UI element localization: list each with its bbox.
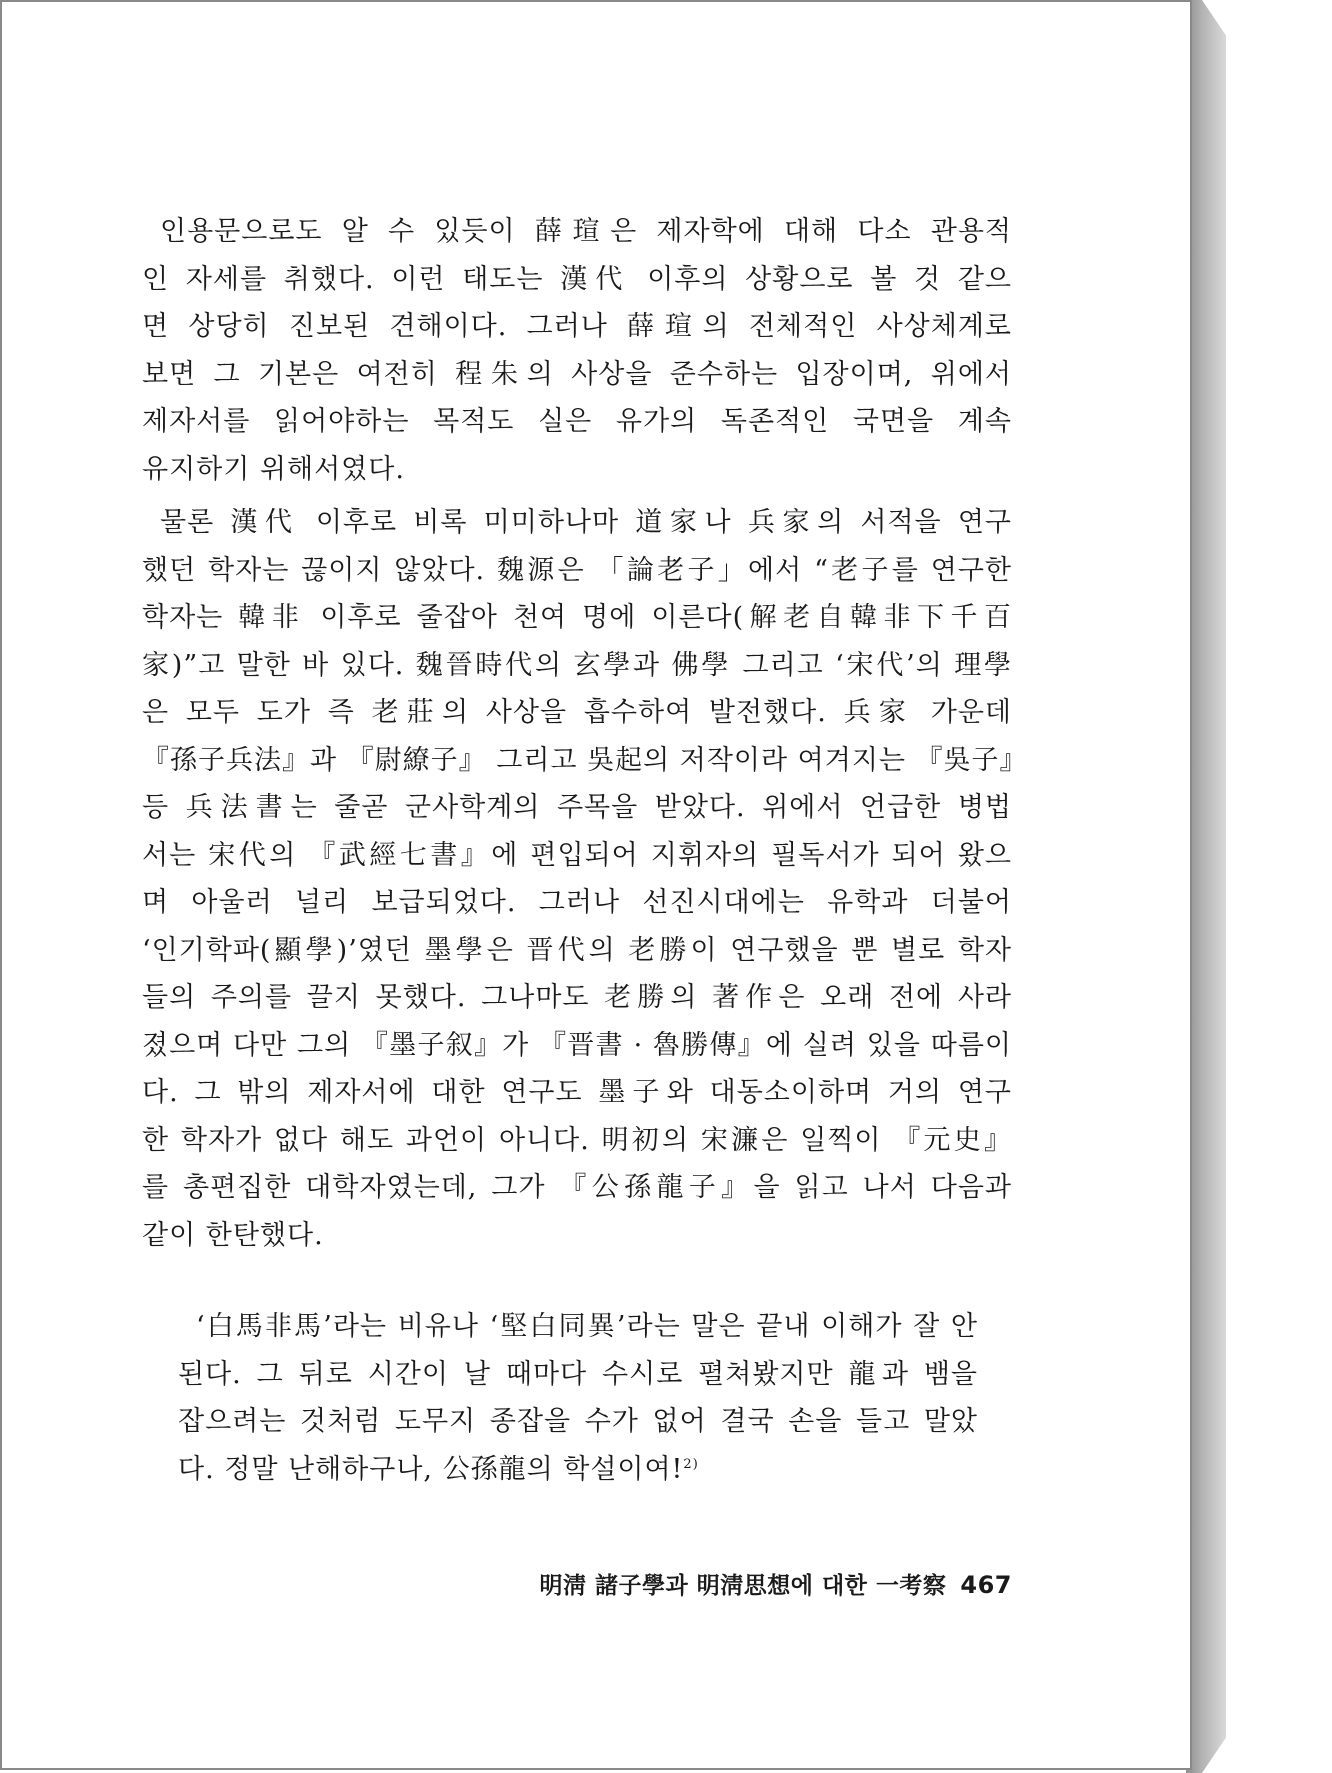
text-line: 한 학자가 없다 해도 과언이 아니다. 明初의 宋濂은 일찍이 『元史』 [142, 1124, 1012, 1156]
paragraph-1 [142, 208, 1012, 493]
text-line: 은 모두 도가 즉 老莊의 사상을 흡수하여 발전했다. 兵家 가운데 [142, 697, 1012, 728]
text-line: 들의 주의를 끌지 못했다. 그나마도 老勝의 著作은 오래 전에 사라 [142, 982, 1012, 1013]
text-line: 다. 그 밖의 제자서에 대한 연구도 墨子와 대동소이하며 거의 연구 [142, 1077, 1012, 1108]
text-line: ‘인기학파(顯學)’였던 墨學은 晋代의 老勝이 연구했을 뿐 별로 학자 [142, 934, 1012, 966]
running-footer [2, 1567, 1012, 1600]
page-edge-shadow [1186, 0, 1226, 1773]
text-line: 인용문으로도 알 수 있듯이 薛瑄은 제자학에 대해 다소 관용적 [160, 216, 1012, 247]
text-line: 제자서를 읽어야하는 목적도 실은 유가의 독존적인 국면을 계속 [142, 406, 1012, 437]
quote-line: ‘白馬非馬’라는 비유나 ‘堅白同異’라는 말은 끝내 이해가 잘 안 [196, 1311, 978, 1342]
text-line: 물론 漢代 이후로 비록 미미하나마 道家나 兵家의 서적을 연구 [160, 507, 1012, 538]
text-line: 졌으며 다만 그의 『墨子叙』가 『晋書 · 魯勝傳』에 실려 있을 따름이 [142, 1029, 1012, 1061]
text-line: 며 아울러 널리 보급되었다. 그러나 선진시대에는 유학과 더불어 [142, 887, 1012, 918]
quote-line-last [178, 1446, 978, 1494]
page-content [142, 208, 1028, 1493]
text-line: 유지하기 위해서였다. [142, 453, 405, 485]
text-line: 家)”고 말한 바 있다. 魏晉時代의 玄學과 佛學 그리고 ‘宋代’의 理學 [142, 649, 1012, 681]
page-number: 467 [960, 1571, 1012, 1599]
footnote-marker: 2) [683, 1456, 699, 1472]
quote-line: 된다. 그 뒤로 시간이 날 때마다 수시로 펼쳐봤지만 龍과 뱀을 [178, 1358, 978, 1390]
text-line: 같이 한탄했다. [142, 1219, 324, 1251]
text-line: 인 자세를 취했다. 이런 태도는 漢代 이후의 상황으로 볼 것 같으 [142, 263, 1012, 295]
text-line: 학자는 韓非 이후로 줄잡아 천여 명에 이른다(解老自韓非下千百 [142, 602, 1012, 633]
quote-line: 잡으려는 것처럼 도무지 종잡을 수가 없어 결국 손을 들고 말았 [178, 1406, 978, 1437]
text-line: 등 兵法書는 줄곧 군사학계의 주목을 받았다. 위에서 언급한 병법 [142, 792, 1012, 823]
text-line: 를 총편집한 대학자였는데, 그가 『公孫龍子』을 읽고 나서 다음과 [142, 1172, 1012, 1203]
text-line: 했던 학자는 끊이지 않았다. 魏源은 「論老子」에서 “老子를 연구한 [142, 554, 1012, 586]
running-title: 明淸 諸子學과 明淸思想에 대한 一考察 [539, 1572, 947, 1599]
text-line: 서는 宋代의 『武經七書』에 편입되어 지휘자의 필독서가 되어 왔으 [142, 839, 1012, 871]
block-quote [142, 1303, 978, 1493]
text-line: 『孫子兵法』과 『尉繚子』 그리고 吳起의 저작이라 여겨지는 『吳子』 [142, 744, 1028, 776]
quote-text: 다. 정말 난해하구나, 公孫龍의 학설이여! [178, 1453, 684, 1485]
text-line: 면 상당히 진보된 견해이다. 그러나 薛瑄의 전체적인 사상체계로 [142, 311, 1012, 342]
paragraph-2 [142, 499, 1028, 1259]
text-line: 보면 그 기본은 여전히 程朱의 사상을 준수하는 입장이며, 위에서 [142, 358, 1012, 390]
